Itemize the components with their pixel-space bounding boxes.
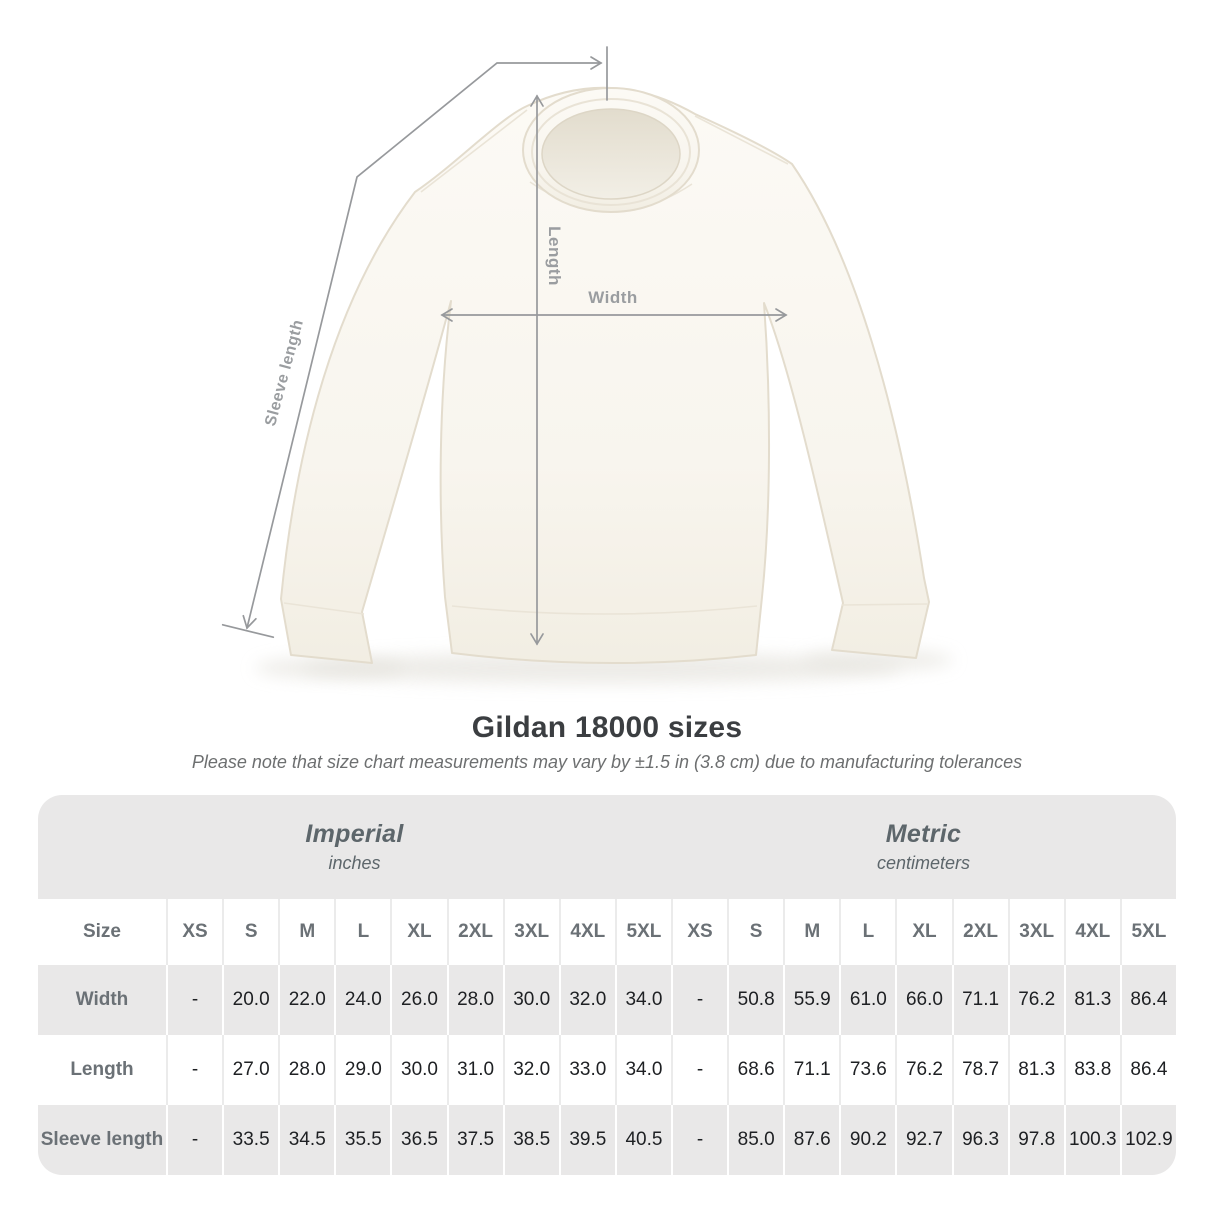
size-header-imperial: 2XL [447,899,503,965]
size-header-imperial: L [334,899,390,965]
measurement-value: 55.9 [783,965,839,1035]
size-header-metric: S [727,899,783,965]
size-header-metric: XS [671,899,727,965]
measurement-value: 40.5 [615,1105,671,1175]
size-header-imperial: S [222,899,278,965]
size-header-imperial: XS [166,899,222,965]
size-header-imperial: M [278,899,334,965]
size-header-imperial: 3XL [503,899,559,965]
measurement-value: 34.5 [278,1105,334,1175]
measurement-value: 28.0 [278,1035,334,1105]
measurement-value: 20.0 [222,965,278,1035]
measurement-value: 35.5 [334,1105,390,1175]
unit-title-metric: Metric [885,820,962,848]
measurement-value: 30.0 [390,1035,446,1105]
table-row [38,1105,1176,1175]
measurement-value: 76.2 [1008,965,1064,1035]
row-label: Width [38,965,166,1035]
table-row [38,1035,1176,1105]
measurement-value: 26.0 [390,965,446,1035]
measurement-value: 61.0 [839,965,895,1035]
measurement-value: 86.4 [1120,1035,1176,1105]
measurement-value: 92.7 [895,1105,951,1175]
measurement-value: 29.0 [334,1035,390,1105]
measurement-value: 66.0 [895,965,951,1035]
measurement-value: 81.3 [1064,965,1120,1035]
measurement-value: 34.0 [615,1035,671,1105]
measurement-value: 27.0 [222,1035,278,1105]
width-label: Width [588,288,638,307]
measurement-value: 81.3 [1008,1035,1064,1105]
measurement-value: 37.5 [447,1105,503,1175]
measurement-value: - [166,1105,222,1175]
size-header-imperial: 4XL [559,899,615,965]
size-header-metric: 5XL [1120,899,1176,965]
measurement-value: 30.0 [503,965,559,1035]
measurement-value: 96.3 [952,1105,1008,1175]
measurement-value: - [671,1105,727,1175]
measurement-value: 78.7 [952,1035,1008,1105]
measurement-value: 86.4 [1120,965,1176,1035]
row-label: Length [38,1035,166,1105]
measurement-value: - [671,965,727,1035]
measurement-value: 100.3 [1064,1105,1120,1175]
measurement-value: 24.0 [334,965,390,1035]
measurement-value: - [166,1035,222,1105]
size-header-metric: 2XL [952,899,1008,965]
page-title: Gildan 18000 sizes [471,711,743,744]
measurement-value: 31.0 [447,1035,503,1105]
measurement-value: 32.0 [559,965,615,1035]
tolerance-note: Please note that size chart measurements may vary by ±1.5 in (3.8 cm) due to manufacturing tolerances [191,752,1023,772]
measurement-value: 33.0 [559,1035,615,1105]
measurement-value: - [166,965,222,1035]
measurement-value: 68.6 [727,1035,783,1105]
table-unit-header-row [38,795,1176,899]
size-header-metric: L [839,899,895,965]
size-table [38,795,1176,1175]
measurement-value: 71.1 [783,1035,839,1105]
unit-subtitle-metric: centimeters [876,853,971,873]
collar [523,88,699,212]
unit-title-imperial: Imperial [305,820,404,848]
measurement-value: 76.2 [895,1035,951,1105]
measurement-value: 36.5 [390,1105,446,1175]
sleeve-length-label: Sleeve length [262,317,308,428]
measurement-value: 33.5 [222,1105,278,1175]
unit-header-imperial [38,795,671,899]
measurement-value: 22.0 [278,965,334,1035]
length-label: Length [545,226,564,286]
measurement-value: 28.0 [447,965,503,1035]
unit-subtitle-imperial: inches [328,853,381,873]
measurement-value: 90.2 [839,1105,895,1175]
measurement-value: 71.1 [952,965,1008,1035]
size-header-imperial: 5XL [615,899,671,965]
size-header-metric: 3XL [1008,899,1064,965]
size-header-metric: 4XL [1064,899,1120,965]
measurement-value: 102.9 [1120,1105,1176,1175]
size-column-header: Size [38,899,166,965]
size-header-metric: XL [895,899,951,965]
size-header-imperial: XL [390,899,446,965]
measurement-value: 87.6 [783,1105,839,1175]
measurement-value: 85.0 [727,1105,783,1175]
table-row-size-header [38,899,1176,965]
measurement-value: 97.8 [1008,1105,1064,1175]
table-row [38,965,1176,1035]
measurement-value: 73.6 [839,1035,895,1105]
size-header-metric: M [783,899,839,965]
unit-header-metric [671,795,1176,899]
measurement-value: 50.8 [727,965,783,1035]
measurement-value: 39.5 [559,1105,615,1175]
measurement-value: - [671,1035,727,1105]
measurement-value: 32.0 [503,1035,559,1105]
measurement-value: 83.8 [1064,1035,1120,1105]
row-label: Sleeve length [38,1105,166,1175]
caption-block [0,711,1214,773]
measurement-value: 38.5 [503,1105,559,1175]
measurement-value: 34.0 [615,965,671,1035]
